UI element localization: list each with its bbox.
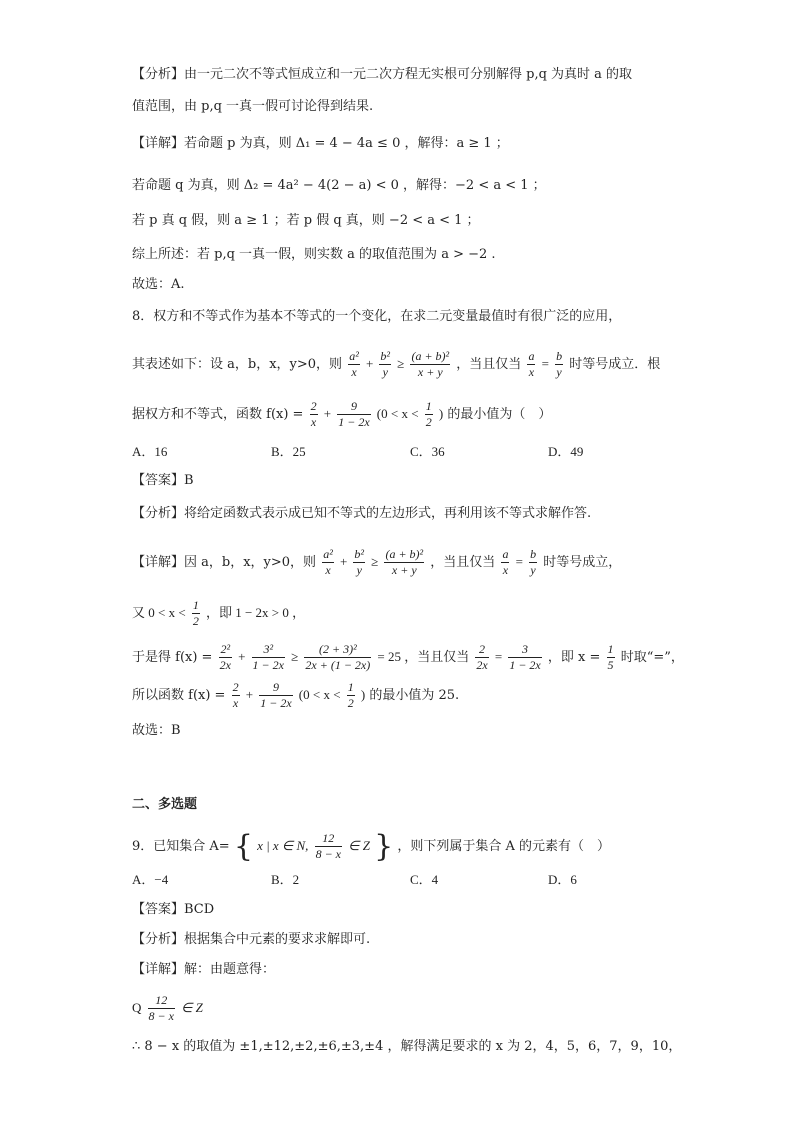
section-title: 二、多选题 <box>132 797 198 812</box>
fraction-a-x: $\frac{a}{x}$ <box>528 349 535 379</box>
q8-conclusion: 故选：B <box>132 723 181 738</box>
q8-analysis: 【分析】将给定函数式表示成已知不等式的左边形式，再利用该不等式求解作答. <box>132 506 592 521</box>
q8-detail-line3: 于是得 f(x) = $\frac{\text{2²}}{2x}$ + $\frac{\text{3²}}{1 - 2x}$ ≥ $\frac{\text{(2 + 3)²}}{2x + (1 - 2x)}$ = 25 ，当且仅当 $\frac{2}{2x}$ = $\frac{3}{1 - 2x}$ ，即 x = $\frac{1}{5}$ 时取“=”， <box>132 642 684 672</box>
q9-option-b: B．2 <box>271 872 300 887</box>
question-8-line1: 8．权方和不等式作为基本不等式的一个变化，在求二元变量最值时有很广泛的应用， <box>132 309 622 324</box>
q8-detail-line1: 【详解】因 a，b，x，y>0，则 $\frac{\text{a²}}{x}$ + $\frac{\text{b²}}{y}$ ≥ $\frac{\text{(a + b)²}}{x + y}$ ，当且仅当 $\frac{a}{x}$ = $\frac{b}{y}$ 时等号成立， <box>132 547 622 577</box>
q8-option-d: D．49 <box>548 444 584 459</box>
fraction-b2-y: $\frac{\text{b²}}{y}$ <box>380 349 391 379</box>
q8-detail-line4: 所以函数 f(x) = $\frac{2}{x}$ + $\frac{9}{1 - 2x}$ (0 < x < $\frac{1}{2}$ ) 的最小值为 25. <box>132 680 460 710</box>
analysis-7-line1: 【分析】由一元二次不等式恒成立和一元二次方程无实根可分别解得 p,q 为真时 a 的取 <box>132 67 633 82</box>
fraction-12-8-x: $\frac{12}{8 - x}$ <box>315 831 341 861</box>
q9-option-a: A．−4 <box>132 872 169 887</box>
q9-detail-line1: 【详解】解：由题意得： <box>132 962 276 977</box>
q8-option-b: B．25 <box>271 444 306 459</box>
detail-7-line4: 综上所述：若 p,q 一真一假，则实数 a 的取值范围为 a > −2 . <box>132 247 496 262</box>
q9-analysis: 【分析】根据集合中元素的要求求解即可. <box>132 932 371 947</box>
q9-answer: 【答案】BCD <box>132 902 215 917</box>
q8-detail-line2: 又 0 < x < $\frac{1}{2}$ ，即 1 − 2x > 0 ， <box>132 598 306 628</box>
detail-7-line1: 【详解】若命题 p 为真，则 Δ₁ = 4 − 4a ≤ 0 ，解得：a ≥ 1 ； <box>132 136 509 151</box>
question-9-stem: 9．已知集合 A= { x | x ∈ N, $\frac{12}{8 - x}$ ∈ Z } ，则下列属于集合 A 的元素有（ ） <box>132 828 610 864</box>
detail-7-conclusion: 故选：A. <box>132 277 185 292</box>
fraction-ab2-xy: $\frac{\text{(a + b)²}}{x + y}$ <box>411 349 450 379</box>
detail-7-line2: 若命题 q 为真，则 Δ₂ = 4a² − 4(2 − a) < 0 ，解得：−2 < a < 1 ； <box>132 178 546 193</box>
fraction-b-y: $\frac{b}{y}$ <box>556 349 563 379</box>
fraction-a2-x: $\frac{\text{a²}}{x}$ <box>349 349 359 379</box>
q8-option-a: A．16 <box>132 444 168 459</box>
fraction-1-2: $\frac{1}{2}$ <box>425 399 432 429</box>
q8-answer: 【答案】B <box>132 473 194 488</box>
q9-option-d: D．6 <box>548 872 577 887</box>
question-8-line3: 据权方和不等式，函数 f(x) = $\frac{2}{x}$ + $\frac{9}{1 - 2x}$ (0 < x < $\frac{1}{2}$ ) 的最小值为（ ） <box>132 399 552 429</box>
q9-detail-line2: Q $\frac{12}{8 - x}$ ∈ Z <box>132 993 203 1023</box>
q8-text: 其表述如下：设 a，b，x，y>0，则 <box>132 357 343 372</box>
q9-option-c: C．4 <box>410 872 439 887</box>
q9-detail-line3: ∴ 8 − x 的取值为 ±1,±12,±2,±6,±3,±4 ，解得满足要求的 x 为 2，4，5，6，7，9，10， <box>132 1039 682 1054</box>
fraction-2-x: $\frac{2}{x}$ <box>310 399 317 429</box>
question-8-line2: 其表述如下：设 a，b，x，y>0，则 $\frac{\text{a²}}{x}$ + $\frac{\text{b²}}{y}$ ≥ $\frac{\text{(a + b)²}}{x + y}$ ，当且仅当 $\frac{a}{x}$ = $\frac{b}{y}$ 时等号成立．根 <box>132 349 661 379</box>
analysis-7-line2: 值范围，由 p,q 一真一假可讨论得到结果. <box>132 99 374 114</box>
fraction-9-1-2x: $\frac{9}{1 - 2x}$ <box>338 399 370 429</box>
q8-option-c: C．36 <box>410 444 445 459</box>
detail-7-line3: 若 p 真 q 假，则 a ≥ 1 ；若 p 假 q 真，则 −2 < a < 1 ； <box>132 213 480 228</box>
